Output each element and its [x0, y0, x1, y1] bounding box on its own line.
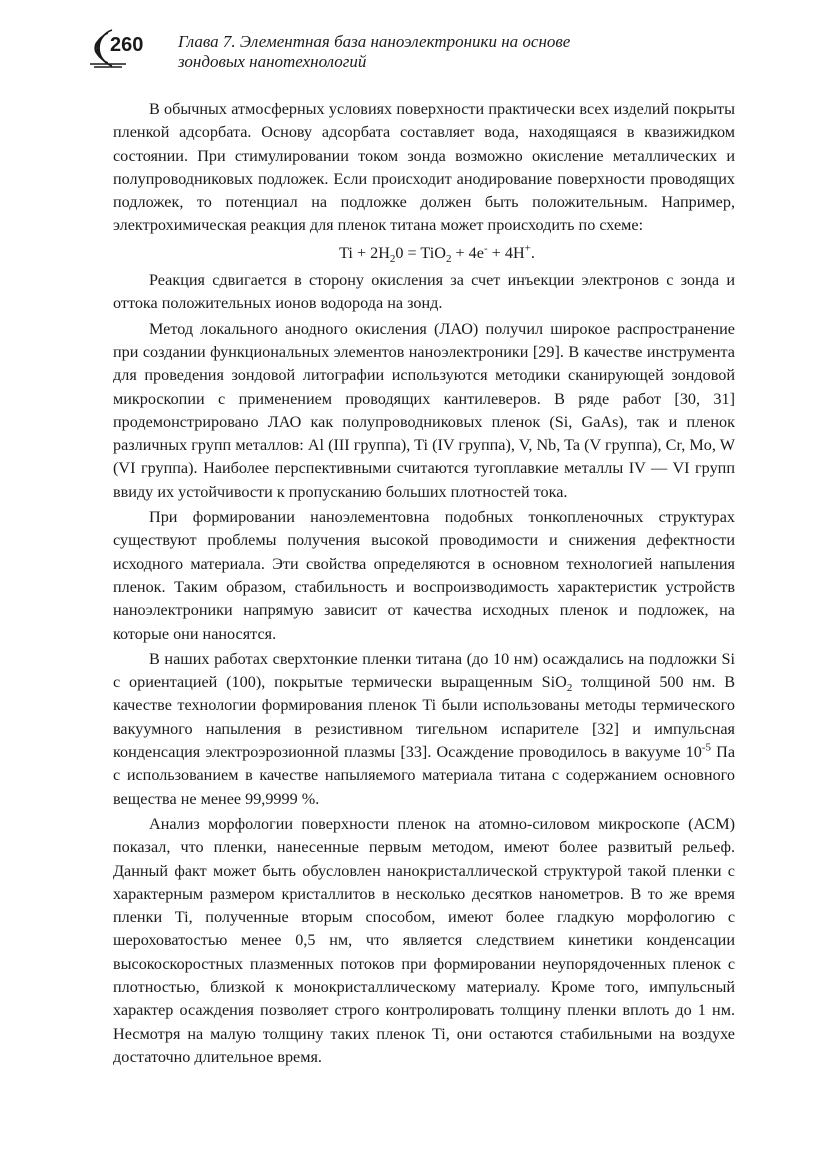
- paragraph-nanoelements: При формировании наноэлементовна подобных тонкопленочных структурах существуют проблемы получения высокой проводимости и снижения дефектности исходного материала. Эти свойства определяются в основном технологией напыления пленок. Таким образом, стабильность и воспроизводимость характеристик устройств наноэлектроники напрямую зависит от качества исходных пленок и подложек, на которые они наносятся.: [113, 508, 735, 643]
- page-number: 260: [110, 34, 144, 56]
- eq-sub: 2: [389, 253, 396, 266]
- text-sub: 2: [566, 682, 573, 695]
- eq-sup: -: [483, 242, 488, 255]
- eq-sub: 2: [445, 253, 452, 266]
- page-body: [113, 98, 735, 1069]
- paragraph-adsorbate: В обычных атмосферных условиях поверхности практически всех изделий покрыты пленкой адсорбата. Основу адсорбата составляет вода, находящаяся в квазижидком состоянии. При стимулировании током зонда возможно окисление металлических и полупроводниковых подложек. Если происходит анодирование поверхности проводящих подложек, то потенциал на подложке должен быть положительным. Например, электрохимическая реакция для пленок титана может происходить по схеме:: [113, 100, 735, 235]
- paragraph-afm-analysis: Анализ морфологии поверхности пленок на атомно-силовом микроскопе (АСМ) показал, что пленки, нанесенные первым методом, имеют более развитый рельеф. Данный факт может быть обусловлен нанокристаллической структурой такой пленки с характерным размером кристаллитов в несколько десятков нанометров. В то же время пленки Ti, полученные вторым способом, имеют более гладкую морфологию с шероховатостью менее 0,5 нм, что является следствием кинетики конденсации высокоскоростных плазменных потоков при формировании неупорядоченных пленок с плотностью, близкой к монокристаллическому материалу. Кроме того, импульсный характер осаждения позволяет строго контролировать толщину пленки вплоть до 1 нм. Несмотря на малую толщину таких пленок Ti, они остаются стабильными на воздухе достаточно длительное время.: [113, 814, 735, 1066]
- eq-part: .: [530, 243, 535, 262]
- text-sup: -5: [701, 741, 712, 754]
- eq-part: Ti + 2H: [339, 243, 390, 262]
- paragraph-titanium-films: [113, 648, 735, 811]
- chapter-title: [178, 32, 738, 72]
- eq-part: + 4H: [487, 243, 525, 262]
- text-part: Па с использованием в качестве напыляемого материала титана с содержанием основного вещества не менее 99,9999 %.: [113, 743, 736, 808]
- reaction-equation: [113, 242, 735, 265]
- paragraph-lao-method: Метод локального анодного окисления (ЛАО) получил широкое распространение при создании функциональных элементов наноэлектроники [29]. В качестве инструмента для проведения зондовой литографии используются методики сканирующей зондовой микроскопии с применением проводящих кантилеверов. В ряде работ [30, 31] продемонстрировано ЛАО как полупроводниковых пленок (Si, GaAs), так и пленок различных групп металлов: Al (III группа), Ti (IV группа), V, Nb, Ta (V группа), Cr, Mo, W (VI группа). Наиболее перспективными считаются тугоплавкие металлы IV — VI групп ввиду их устойчивости к пропусканию больших плотностей тока.: [113, 319, 735, 501]
- text-part: В наших работах сверхтонкие пленки титана (до 10 нм) осаждались на подложки Si с ориентацией (100), покрытые термически выращенным SiO: [113, 649, 735, 692]
- eq-part: 0 = TiO: [395, 243, 446, 262]
- eq-sup: +: [524, 242, 531, 255]
- eq-part: + 4e: [451, 243, 484, 262]
- chapter-title-line-1: Глава 7. Элементная база наноэлектроники на основе: [178, 32, 571, 51]
- chapter-title-line-2: зондовых нанотехнологий: [178, 52, 367, 71]
- text-part: толщиной 500 нм. В качестве технологии формирования пленок Ti были использованы методы термического вакуумного напыления в резистивном тигельном испарителе [32] и импульсная конденсация электроэрозионной плазмы [33]. Осаждение проводилось в вакууме 10: [113, 673, 735, 762]
- paragraph-reaction-shift: Реакция сдвигается в сторону окисления за счет инъекции электронов с зонда и оттока положительных ионов водорода на зонд.: [113, 271, 735, 313]
- page-header: [86, 26, 746, 74]
